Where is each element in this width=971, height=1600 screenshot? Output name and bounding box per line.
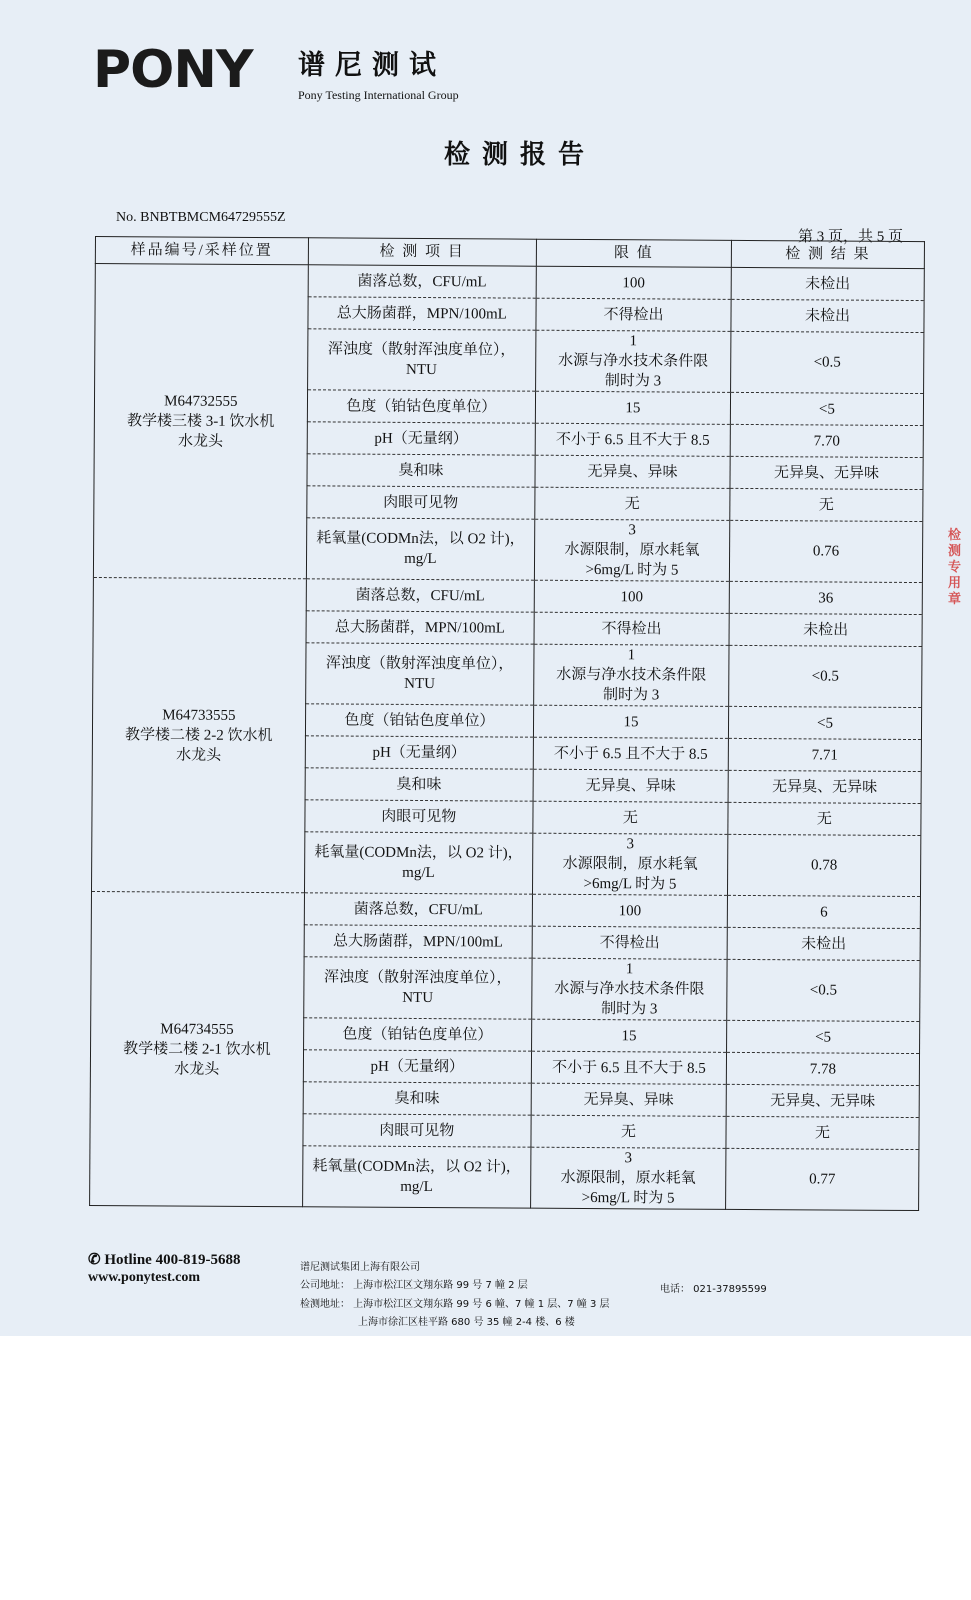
- cell-item: 总大肠菌群，MPN/100mL: [306, 611, 534, 644]
- cell-result: <0.5: [727, 959, 920, 1021]
- page-indicator: 第 3 页，共 5 页: [798, 229, 904, 245]
- cell-result: 无: [726, 1116, 919, 1149]
- cell-limit: 100: [534, 580, 729, 613]
- table-row: [93, 577, 922, 614]
- cell-item: pH（无量纲）: [305, 736, 533, 769]
- cell-result: 未检出: [731, 267, 924, 300]
- cell-limit: 无异臭、异味: [531, 1083, 726, 1116]
- footer-hotline: ✆ Hotline 400-819-5688: [88, 1252, 241, 1268]
- cell-limit: 1 水源与净水技术条件限 制时为 3: [532, 958, 727, 1020]
- cell-result: <5: [730, 392, 923, 425]
- footer-website: www.ponytest.com: [88, 1270, 200, 1285]
- cell-result: <0.5: [729, 645, 922, 707]
- logo-chinese-name: 谱尼测试: [298, 50, 446, 81]
- cell-limit: 15: [531, 1019, 726, 1052]
- cell-item: 菌落总数，CFU/mL: [306, 579, 534, 612]
- cell-limit: 无: [531, 1115, 726, 1148]
- cell-result: 36: [729, 581, 922, 614]
- sample-location-cell: M64733555 教学楼二楼 2-2 饮水机 水龙头: [91, 577, 306, 892]
- cell-limit: 3 水源限制，原水耗氧 >6mg/L 时为 5: [531, 1147, 726, 1209]
- cell-result: <5: [727, 1020, 920, 1053]
- sample-location-cell: M64734555 教学楼二楼 2-1 饮水机 水龙头: [90, 891, 305, 1206]
- cell-limit: 3 水源限制，原水耗氧 >6mg/L 时为 5: [532, 833, 727, 895]
- cell-result: 7.71: [728, 738, 921, 771]
- cell-item: 浑浊度（散射浑浊度单位）， NTU: [307, 329, 536, 391]
- cell-item: 耗氧量(CODMn法，以 O2 计)， mg/L: [302, 1146, 531, 1208]
- column-header-result: 检 测 结 果: [731, 240, 924, 268]
- cell-limit: 100: [536, 266, 731, 299]
- cell-limit: 不小于 6.5 且不大于 8.5: [533, 737, 728, 770]
- cell-item: 浑浊度（散射浑浊度单位）， NTU: [305, 643, 534, 705]
- footer-test-address: 检测地址： 上海市松江区文翔东路 99 号 6 幢、7 幢 1 层、7 幢 3 层: [300, 1299, 610, 1310]
- cell-result: 0.77: [726, 1148, 919, 1210]
- cell-limit: 无: [533, 801, 728, 834]
- cell-result: 无: [728, 802, 921, 835]
- cell-item: 耗氧量(CODMn法，以 O2 计)， mg/L: [306, 518, 535, 580]
- cell-result: 7.70: [730, 424, 923, 457]
- cell-limit: 1 水源与净水技术条件限 制时为 3: [535, 330, 730, 392]
- cell-result: <5: [728, 706, 921, 739]
- footer-test-address-2: 上海市徐汇区桂平路 680 号 35 幢 2-4 楼、6 楼: [358, 1317, 575, 1328]
- footer-company: 谱尼测试集团上海有限公司: [300, 1262, 420, 1273]
- cell-item: pH（无量纲）: [307, 422, 535, 455]
- table-row: [91, 891, 920, 928]
- cell-limit: 不得检出: [534, 612, 729, 645]
- cell-result: 未检出: [729, 613, 922, 646]
- cell-item: 菌落总数，CFU/mL: [308, 265, 536, 298]
- footer-phone: 电话： 021-37895599: [660, 1284, 767, 1295]
- cell-limit: 无异臭、异味: [535, 455, 730, 488]
- cell-item: 肉眼可见物: [306, 486, 534, 519]
- cell-result: 未检出: [727, 927, 920, 960]
- cell-limit: 15: [535, 391, 730, 424]
- cell-limit: 不小于 6.5 且不大于 8.5: [531, 1051, 726, 1084]
- column-header-limit: 限 值: [536, 239, 731, 267]
- cell-item: 肉眼可见物: [305, 800, 533, 833]
- cell-result: 6: [727, 895, 920, 928]
- sample-location-cell: M64732555 教学楼三楼 3-1 饮水机 水龙头: [93, 264, 308, 579]
- cell-result: 无异臭、无异味: [728, 770, 921, 803]
- cell-limit: 无异臭、异味: [533, 769, 728, 802]
- cell-result: <0.5: [731, 331, 924, 393]
- cell-item: 肉眼可见物: [303, 1114, 531, 1147]
- cell-result: 无异臭、无异味: [730, 456, 923, 489]
- cell-item: 臭和味: [303, 1082, 531, 1115]
- cell-item: 菌落总数，CFU/mL: [304, 893, 532, 926]
- table-row: [95, 264, 924, 301]
- cell-item: 浑浊度（散射浑浊度单位）， NTU: [303, 957, 532, 1019]
- cell-result: 0.78: [727, 834, 920, 896]
- report-number: No. BNBTBMCM64729555Z: [116, 210, 286, 225]
- table-body: [90, 264, 925, 1211]
- logo-english-name: Pony Testing International Group: [298, 88, 459, 102]
- cell-result: 未检出: [731, 299, 924, 332]
- footer-company-address: 公司地址： 上海市松江区文翔东路 99 号 7 幢 2 层: [300, 1280, 528, 1291]
- cell-limit: 不得检出: [532, 926, 727, 959]
- cell-item: 臭和味: [307, 454, 535, 487]
- cell-limit: 不得检出: [536, 298, 731, 331]
- cell-limit: 15: [533, 705, 728, 738]
- cell-item: pH（无量纲）: [303, 1050, 531, 1083]
- results-table: [89, 236, 925, 1211]
- cell-limit: 不小于 6.5 且不大于 8.5: [535, 423, 730, 456]
- red-seal-stamp: 检测专用章: [948, 528, 962, 607]
- cell-item: 总大肠菌群，MPN/100mL: [308, 297, 536, 330]
- cell-item: 色度（铂钴色度单位）: [307, 390, 535, 423]
- cell-result: 无异臭、无异味: [726, 1084, 919, 1117]
- cell-result: 无: [730, 488, 923, 521]
- cell-limit: 无: [535, 487, 730, 520]
- pony-logo: PONY: [93, 40, 253, 100]
- cell-item: 色度（铂钴色度单位）: [303, 1018, 531, 1051]
- column-header-sample: 样品编号/采样位置: [95, 237, 308, 265]
- cell-limit: 100: [532, 894, 727, 927]
- cell-result: 7.78: [726, 1052, 919, 1085]
- column-header-item: 检 测 项 目: [308, 238, 536, 266]
- report-title: 检测报告: [443, 140, 596, 170]
- cell-limit: 3 水源限制，原水耗氧 >6mg/L 时为 5: [534, 519, 729, 581]
- cell-result: 0.76: [729, 520, 922, 582]
- cell-item: 色度（铂钴色度单位）: [305, 704, 533, 737]
- cell-item: 臭和味: [305, 768, 533, 801]
- cell-limit: 1 水源与净水技术条件限 制时为 3: [534, 644, 729, 706]
- cell-item: 耗氧量(CODMn法，以 O2 计)， mg/L: [304, 832, 533, 894]
- cell-item: 总大肠菌群，MPN/100mL: [304, 925, 532, 958]
